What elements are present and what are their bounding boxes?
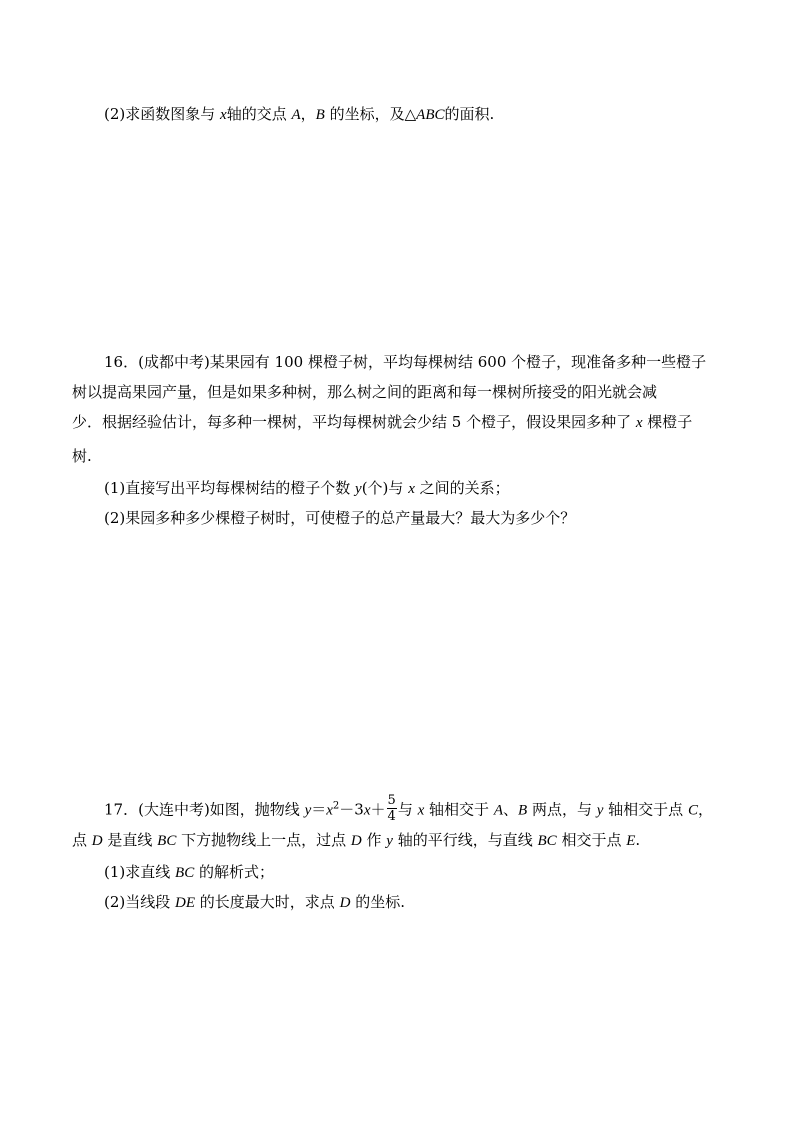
var-x: x [417,802,425,819]
q15-part2-text: 的坐标，及△ [324,105,417,123]
point-a: A [291,107,301,123]
q17-part2-text: 的坐标. [350,893,405,911]
q17-line-1-text: 两点，与 [527,800,597,819]
var-y: y [304,802,312,819]
q17-line-2-text: 点 [72,831,92,849]
q16-line-1: 16．(成都中考)某果园有 100 棵橙子树，平均每棵树结 600 个橙子，现准备多种一些橙子 [104,353,707,371]
separator: 、 [502,800,518,819]
q16-line-2: 树以提高果园产量，但是如果多种树，那么树之间的距离和每一棵树所接受的阳光就会减 [72,383,658,401]
fraction-denominator: 4 [387,809,396,824]
q17-line-1-text: 轴相交于 [424,800,494,819]
var-x: x [363,802,371,819]
segment-de: DE [175,895,196,911]
q16-line-4: 树. [72,447,92,465]
triangle-abc: ABC [416,107,445,123]
q16-line-3 [72,412,692,433]
q17-line-1-text: 轴相交于点 [603,800,688,819]
point-d: D [350,833,362,849]
q17-line-1-text: 17．(大连中考)如图，抛物线 [104,800,305,819]
q17-line-2-text: 是直线 [102,831,158,849]
q15-part2 [104,104,494,125]
q17-line-2-text: 下方抛物线上一点，过点 [176,831,351,849]
point-b: B [315,107,325,123]
q16-part2: (2)果园多种多少棵橙子树时，可使橙子的总产量最大？最大为多少个？ [104,509,576,527]
fraction-numerator: 5 [387,793,396,808]
q17-line-1-text: 与 [397,800,418,819]
line-bc: BC [175,865,195,881]
q17-part1 [104,862,274,883]
q17-line-1-text: ， [697,800,713,819]
var-x: x [326,802,333,819]
q17-line-2-text: . [635,831,641,849]
q17-part1-text: (1)求直线 [104,863,176,881]
line-bc: BC [537,833,557,849]
var-y: y [386,833,393,849]
q17-line-2-text: 轴的平行线，与直线 [392,831,538,849]
q17-part1-text: 的解析式； [194,863,274,881]
q17-part2-text: (2)当线段 [104,893,176,911]
exponent: 2 [332,800,340,812]
q16-line-3-text: 棵橙子 [642,413,693,431]
q15-part2-text: 的面积. [444,105,495,123]
point-d: D [339,895,351,911]
q17-line-2-text: 相交于点 [556,831,627,849]
minus-term: －3 [339,800,364,819]
var-x: x [635,415,643,431]
q16-part1 [104,478,510,499]
var-x: x [220,107,227,123]
q17-line-1 [104,795,713,826]
q16-part1-text: (1)直接写出平均每棵树结的橙子个数 [104,479,356,497]
q17-part2-text: 的长度最大时，求点 [195,893,340,911]
var-x: x [408,481,415,497]
var-y: y [355,481,362,497]
point-e: E [626,833,636,849]
fraction-five-fourths [387,793,397,824]
point-a: A [493,802,503,819]
q16-part1-text: (个)与 [361,479,409,497]
point-c: C [687,802,698,819]
q16-part1-text: 之间的关系； [414,479,510,497]
q15-part2-text: ， [300,105,316,123]
equals-sign: ＝ [311,800,327,819]
line-bc: BC [157,833,177,849]
q15-part2-text: 轴的交点 [226,105,292,123]
q17-line-2 [72,830,640,851]
point-d: D [91,833,103,849]
q15-part2-text: (2)求函数图象与 [104,105,221,123]
var-y: y [596,802,604,819]
q16-line-3-text: 少．根据经验估计，每多种一棵树，平均每棵树就会少结 5 个橙子，假设果园多种了 [72,413,636,431]
plus-sign: ＋ [370,800,386,819]
q17-line-2-text: 作 [361,831,387,849]
q17-part2 [104,892,405,913]
point-b: B [518,802,528,819]
